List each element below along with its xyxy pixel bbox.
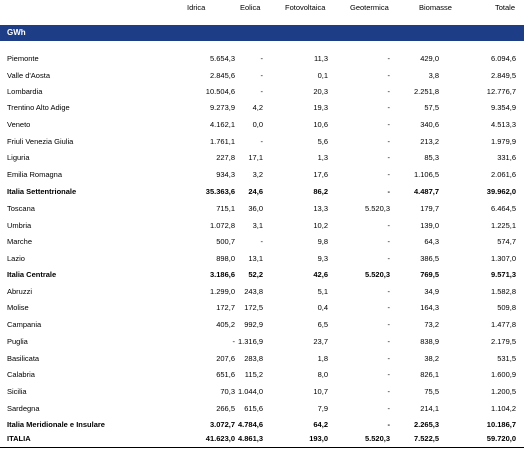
cell-totale: 531,5 — [497, 354, 516, 363]
cell-geotermica: - — [387, 387, 390, 396]
column-header-geotermica: Geotermica — [350, 3, 389, 12]
cell-fotovoltaica: 0,1 — [317, 71, 328, 80]
table-row — [0, 254, 529, 266]
cell-totale: 9.571,3 — [490, 270, 516, 279]
cell-eolica: 992,9 — [244, 320, 263, 329]
cell-geotermica: - — [387, 170, 390, 179]
cell-geotermica: - — [387, 320, 390, 329]
region-name: Basilicata — [7, 354, 40, 363]
cell-geotermica: - — [387, 370, 390, 379]
region-name: Puglia — [7, 337, 28, 346]
region-name: Italia Meridionale e Insulare — [7, 420, 105, 429]
cell-eolica: - — [260, 87, 263, 96]
cell-idrica: 2.845,6 — [209, 71, 235, 80]
cell-fotovoltaica: 6,5 — [317, 320, 328, 329]
cell-fotovoltaica: 10,6 — [313, 120, 328, 129]
cell-biomasse: 3,8 — [428, 71, 439, 80]
cell-totale: 331,6 — [497, 153, 516, 162]
cell-biomasse: 57,5 — [424, 103, 439, 112]
table-row — [0, 337, 529, 349]
table-row — [0, 320, 529, 332]
cell-eolica: 4,2 — [252, 103, 263, 112]
cell-eolica: - — [260, 137, 263, 146]
region-name: Liguria — [7, 153, 30, 162]
region-name: Piemonte — [7, 54, 39, 63]
cell-totale: 1.200,5 — [490, 387, 516, 396]
column-header-totale: Totale — [495, 3, 516, 12]
cell-idrica: 3.186,6 — [209, 270, 235, 279]
region-name: ITALIA — [7, 434, 31, 443]
region-name: Italia Settentrionale — [7, 187, 77, 196]
cell-fotovoltaica: 17,6 — [313, 170, 328, 179]
cell-eolica: 115,2 — [244, 370, 263, 379]
cell-fotovoltaica: 7,9 — [317, 404, 328, 413]
cell-totale: 6.464,5 — [490, 204, 516, 213]
cell-geotermica: - — [387, 187, 390, 196]
cell-idrica: 10.504,6 — [205, 87, 235, 96]
cell-fotovoltaica: 5,6 — [317, 137, 328, 146]
cell-fotovoltaica: 13,3 — [313, 204, 328, 213]
cell-eolica: 3,2 — [252, 170, 263, 179]
cell-biomasse: 838,9 — [420, 337, 439, 346]
cell-totale: 6.094,6 — [490, 54, 516, 63]
cell-idrica: 266,5 — [216, 404, 235, 413]
cell-fotovoltaica: 10,2 — [313, 221, 328, 230]
table-row — [0, 170, 529, 182]
cell-fotovoltaica: 10,7 — [313, 387, 328, 396]
table-row — [0, 71, 529, 83]
cell-biomasse: 2.265,3 — [413, 420, 439, 429]
cell-fotovoltaica: 9,3 — [317, 254, 328, 263]
cell-geotermica: - — [387, 103, 390, 112]
table-row-subtotal — [0, 187, 529, 199]
cell-eolica: 4.861,3 — [237, 434, 263, 443]
region-name: Marche — [7, 237, 33, 246]
cell-totale: 12.776,7 — [486, 87, 516, 96]
cell-idrica: 4.162,1 — [209, 120, 235, 129]
cell-fotovoltaica: 9,8 — [317, 237, 328, 246]
unit-bar — [0, 25, 524, 41]
table-row-subtotal — [0, 434, 529, 446]
region-name: Valle d'Aosta — [7, 71, 50, 80]
region-name: Lombardia — [7, 87, 43, 96]
table-row — [0, 387, 529, 399]
cell-fotovoltaica: 1,8 — [317, 354, 328, 363]
column-header-idrica: Idrica — [187, 3, 206, 12]
cell-biomasse: 2.251,8 — [413, 87, 439, 96]
cell-idrica: 651,6 — [216, 370, 235, 379]
table-row — [0, 103, 529, 115]
cell-eolica: - — [260, 237, 263, 246]
cell-idrica: 1.072,8 — [209, 221, 235, 230]
region-name: Italia Centrale — [7, 270, 57, 279]
cell-eolica: 615,6 — [244, 404, 263, 413]
cell-fotovoltaica: 5,1 — [317, 287, 328, 296]
cell-geotermica: - — [387, 153, 390, 162]
table-row — [0, 153, 529, 165]
cell-totale: 1.600,9 — [490, 370, 516, 379]
cell-idrica: 934,3 — [216, 170, 235, 179]
cell-totale: 2.179,5 — [490, 337, 516, 346]
cell-geotermica: - — [387, 54, 390, 63]
cell-geotermica: 5.520,3 — [364, 434, 390, 443]
cell-eolica: 243,8 — [244, 287, 263, 296]
cell-geotermica: - — [387, 137, 390, 146]
cell-idrica: 405,2 — [216, 320, 235, 329]
cell-biomasse: 38,2 — [424, 354, 439, 363]
cell-eolica: 36,0 — [248, 204, 263, 213]
cell-biomasse: 213,2 — [420, 137, 439, 146]
cell-idrica: 3.072,7 — [209, 420, 235, 429]
cell-biomasse: 139,0 — [420, 221, 439, 230]
cell-geotermica: - — [387, 354, 390, 363]
cell-eolica: 0,0 — [252, 120, 263, 129]
cell-biomasse: 214,1 — [420, 404, 439, 413]
cell-geotermica: - — [387, 404, 390, 413]
cell-fotovoltaica: 11,3 — [313, 54, 328, 63]
cell-totale: 59.720,0 — [486, 434, 516, 443]
table-row-subtotal — [0, 270, 529, 282]
cell-totale: 2.849,5 — [490, 71, 516, 80]
column-header-fotovoltaica: Fotovoltaica — [285, 3, 326, 12]
region-name: Emilia Romagna — [7, 170, 63, 179]
column-header-eolica: Eolica — [240, 3, 261, 12]
cell-idrica: 227,8 — [216, 153, 235, 162]
cell-totale: 10.186,7 — [486, 420, 516, 429]
cell-biomasse: 1.106,5 — [413, 170, 439, 179]
cell-eolica: 1.044,0 — [237, 387, 263, 396]
cell-biomasse: 386,5 — [420, 254, 439, 263]
cell-biomasse: 429,0 — [420, 54, 439, 63]
cell-biomasse: 769,5 — [420, 270, 439, 279]
region-name: Campania — [7, 320, 42, 329]
cell-fotovoltaica: 64,2 — [313, 420, 328, 429]
table-row — [0, 54, 529, 66]
cell-eolica: - — [260, 54, 263, 63]
cell-totale: 1.104,2 — [490, 404, 516, 413]
cell-totale: 4.513,3 — [490, 120, 516, 129]
cell-biomasse: 179,7 — [420, 204, 439, 213]
cell-totale: 2.061,6 — [490, 170, 516, 179]
cell-idrica: 9.273,9 — [209, 103, 235, 112]
table-row — [0, 370, 529, 382]
cell-idrica: 898,0 — [216, 254, 235, 263]
cell-fotovoltaica: 23,7 — [313, 337, 328, 346]
cell-geotermica: 5.520,3 — [364, 204, 390, 213]
region-name: Abruzzi — [7, 287, 33, 296]
cell-totale: 574,7 — [497, 237, 516, 246]
cell-eolica: 172,5 — [244, 303, 263, 312]
cell-idrica: 172,7 — [216, 303, 235, 312]
cell-idrica: 1.299,0 — [209, 287, 235, 296]
cell-biomasse: 75,5 — [424, 387, 439, 396]
cell-idrica: 500,7 — [216, 237, 235, 246]
cell-totale: 1.582,8 — [490, 287, 516, 296]
region-name: Sardegna — [7, 404, 40, 413]
cell-fotovoltaica: 8,0 — [317, 370, 328, 379]
cell-totale: 1.225,1 — [490, 221, 516, 230]
cell-idrica: 41.623,0 — [205, 434, 235, 443]
cell-biomasse: 7.522,5 — [413, 434, 439, 443]
cell-eolica: 13,1 — [248, 254, 263, 263]
bottom-rule — [0, 447, 524, 448]
region-name: Umbria — [7, 221, 32, 230]
table-row — [0, 87, 529, 99]
cell-fotovoltaica: 19,3 — [313, 103, 328, 112]
cell-geotermica: - — [387, 420, 390, 429]
region-name: Molise — [7, 303, 29, 312]
cell-geotermica: - — [387, 71, 390, 80]
cell-eolica: 4.784,6 — [237, 420, 263, 429]
cell-biomasse: 64,3 — [424, 237, 439, 246]
cell-geotermica: - — [387, 337, 390, 346]
cell-idrica: 5.654,3 — [209, 54, 235, 63]
cell-eolica: 283,8 — [244, 354, 263, 363]
cell-fotovoltaica: 193,0 — [309, 434, 328, 443]
cell-fotovoltaica: 20,3 — [313, 87, 328, 96]
cell-geotermica: - — [387, 303, 390, 312]
cell-biomasse: 164,3 — [420, 303, 439, 312]
region-name: Sicilia — [7, 387, 27, 396]
cell-eolica: 17,1 — [248, 153, 263, 162]
cell-totale: 39.962,0 — [486, 187, 516, 196]
cell-eolica: - — [260, 71, 263, 80]
cell-totale: 1.307,0 — [490, 254, 516, 263]
cell-idrica: 207,6 — [216, 354, 235, 363]
cell-biomasse: 34,9 — [424, 287, 439, 296]
cell-totale: 1.979,9 — [490, 137, 516, 146]
cell-idrica: 70,3 — [220, 387, 235, 396]
cell-idrica: - — [232, 337, 235, 346]
cell-eolica: 24,6 — [248, 187, 263, 196]
cell-totale: 9.354,9 — [490, 103, 516, 112]
cell-geotermica: - — [387, 87, 390, 96]
region-name: Toscana — [7, 204, 35, 213]
region-name: Trentino Alto Adige — [7, 103, 70, 112]
column-header-biomasse: Biomasse — [419, 3, 452, 12]
table-row — [0, 204, 529, 216]
region-name: Calabria — [7, 370, 35, 379]
unit-label: GWh — [7, 28, 26, 37]
table-row-subtotal — [0, 420, 529, 432]
cell-geotermica: 5.520,3 — [364, 270, 390, 279]
cell-fotovoltaica: 1,3 — [317, 153, 328, 162]
cell-eolica: 52,2 — [248, 270, 263, 279]
cell-geotermica: - — [387, 254, 390, 263]
cell-totale: 509,8 — [497, 303, 516, 312]
cell-geotermica: - — [387, 237, 390, 246]
table-row — [0, 303, 529, 315]
cell-geotermica: - — [387, 287, 390, 296]
cell-idrica: 715,1 — [216, 204, 235, 213]
cell-idrica: 1.761,1 — [209, 137, 235, 146]
cell-biomasse: 340,6 — [420, 120, 439, 129]
cell-idrica: 35.363,6 — [205, 187, 235, 196]
table-row — [0, 404, 529, 416]
cell-fotovoltaica: 42,6 — [313, 270, 328, 279]
cell-eolica: 3,1 — [252, 221, 263, 230]
region-name: Lazio — [7, 254, 25, 263]
table-row — [0, 221, 529, 233]
cell-eolica: 1.316,9 — [237, 337, 263, 346]
table-row — [0, 120, 529, 132]
cell-biomasse: 826,1 — [420, 370, 439, 379]
cell-geotermica: - — [387, 221, 390, 230]
cell-fotovoltaica: 86,2 — [313, 187, 328, 196]
cell-fotovoltaica: 0,4 — [317, 303, 328, 312]
table-row — [0, 287, 529, 299]
region-name: Friuli Venezia Giulia — [7, 137, 74, 146]
cell-biomasse: 73,2 — [424, 320, 439, 329]
cell-totale: 1.477,8 — [490, 320, 516, 329]
table-row — [0, 137, 529, 149]
table-row — [0, 237, 529, 249]
cell-biomasse: 4.487,7 — [413, 187, 439, 196]
table-row — [0, 354, 529, 366]
cell-biomasse: 85,3 — [424, 153, 439, 162]
region-name: Veneto — [7, 120, 31, 129]
cell-geotermica: - — [387, 120, 390, 129]
